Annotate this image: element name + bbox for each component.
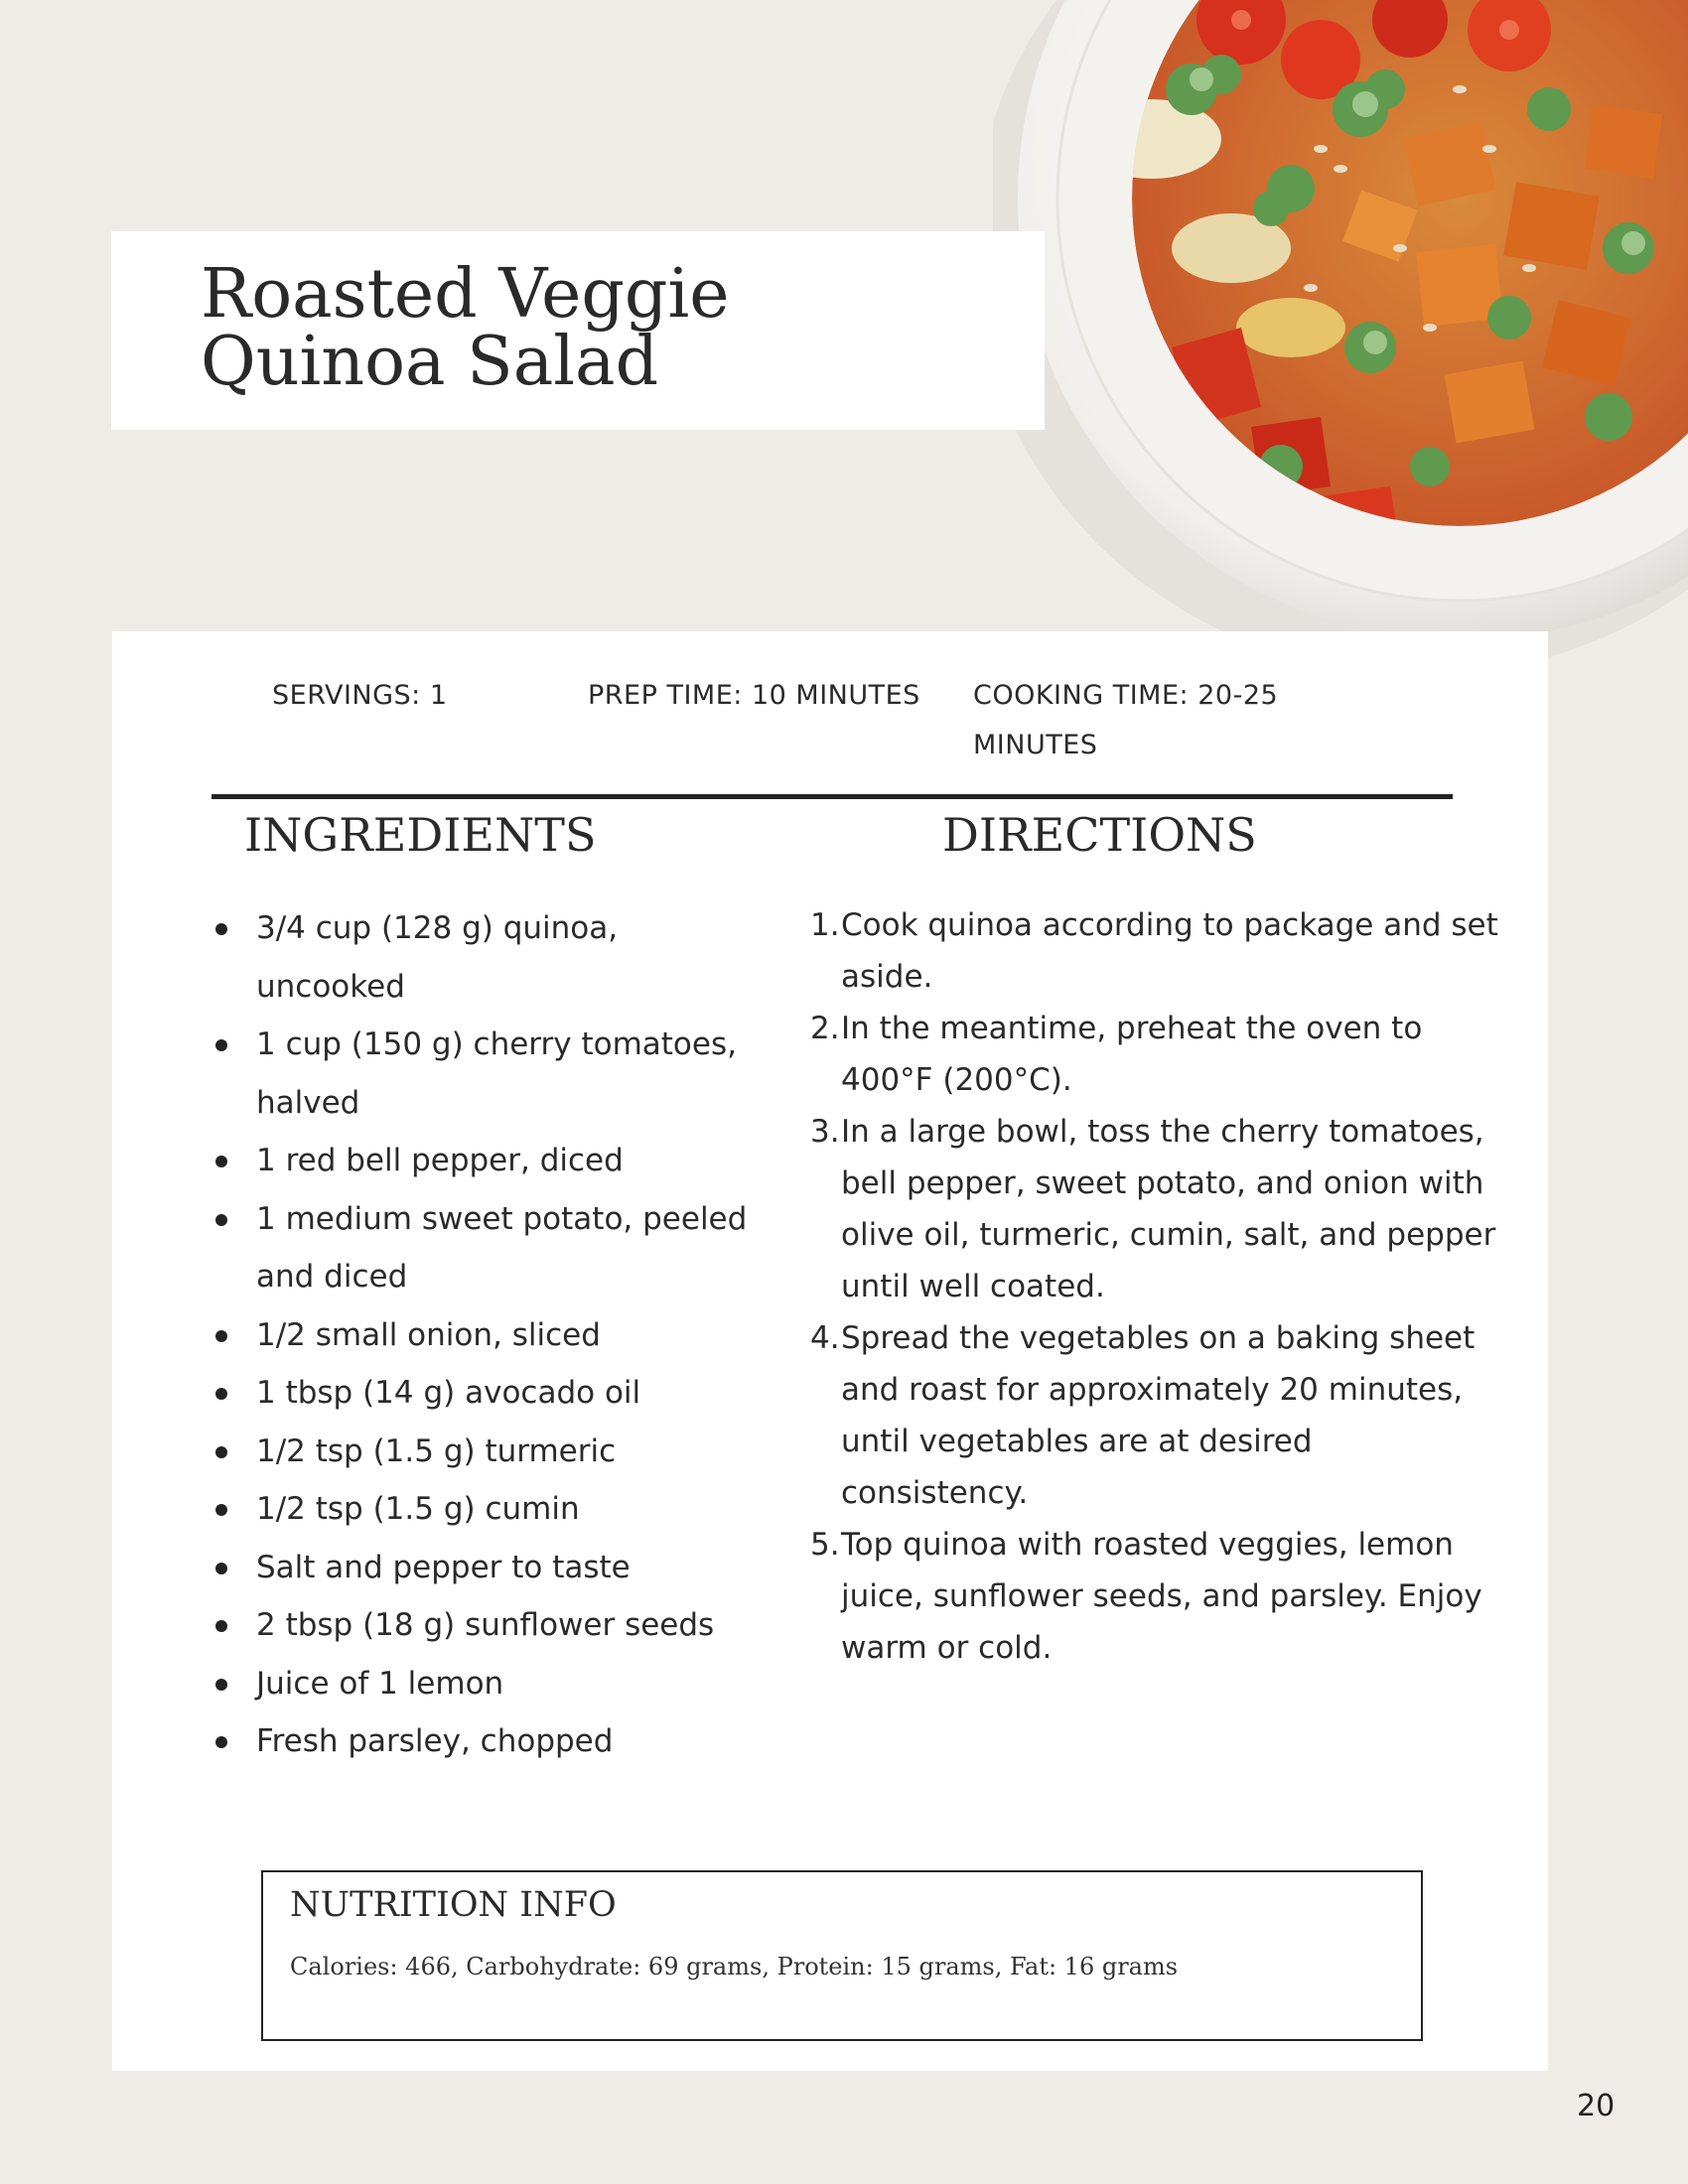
direction-step: [807, 1106, 1502, 1312]
direction-step: [807, 1519, 1502, 1674]
nutrition-box: [261, 1870, 1423, 2041]
ingredient-item: 1/2 tsp (1.5 g) cumin: [211, 1480, 768, 1539]
step-text: In a large bowl, toss the cherry tomatoes, bell pepper, sweet potato, and onion with olive oil, turmeric, cumin, salt, and pepper until well coated.: [841, 1114, 1496, 1304]
title-card: [111, 231, 1045, 430]
ingredient-item: 1 cup (150 g) cherry tomatoes, halved: [211, 1016, 768, 1132]
salad-bowl-photo: [993, 0, 1688, 665]
step-number: 3.: [810, 1114, 840, 1150]
nutrition-heading: NUTRITION INFO: [290, 1885, 617, 1925]
ingredients-heading: INGREDIENTS: [244, 808, 597, 862]
ingredient-item: Fresh parsley, chopped: [211, 1712, 768, 1771]
ingredient-item: 2 tbsp (18 g) sunflower seeds: [211, 1596, 768, 1655]
recipe-title: Roasted Veggie Quinoa Salad: [201, 255, 730, 401]
cooking-time-label: COOKING TIME: 20-25 MINUTES: [973, 680, 1279, 760]
ingredient-item: Juice of 1 lemon: [211, 1655, 768, 1713]
step-text: Cook quinoa according to package and set aside.: [841, 907, 1498, 995]
ingredient-item: 1/2 small onion, sliced: [211, 1306, 768, 1365]
nutrition-text: Calories: 466, Carbohydrate: 69 grams, Protein: 15 grams, Fat: 16 grams: [290, 1953, 1179, 1980]
direction-step: [807, 1312, 1502, 1519]
ingredient-item: 1/2 tsp (1.5 g) turmeric: [211, 1423, 768, 1481]
ingredient-item: 1 medium sweet potato, peeled and diced: [211, 1190, 768, 1306]
step-number: 2.: [810, 1011, 840, 1046]
servings-label: SERVINGS: 1: [272, 680, 448, 711]
ingredient-item: 3/4 cup (128 g) quinoa, uncooked: [211, 899, 768, 1016]
ingredient-item: 1 tbsp (14 g) avocado oil: [211, 1364, 768, 1423]
directions-heading: DIRECTIONS: [942, 808, 1257, 862]
step-text: In the meantime, preheat the oven to 400°F (200°C).: [841, 1011, 1423, 1098]
step-number: 1.: [810, 907, 840, 943]
page-number: 20: [1577, 2089, 1616, 2123]
direction-step: [807, 899, 1502, 1003]
ingredients-list: [211, 899, 768, 1771]
direction-step: [807, 1003, 1502, 1106]
recipe-card: [112, 631, 1548, 2071]
step-number: 5.: [810, 1527, 840, 1563]
ingredient-item: 1 red bell pepper, diced: [211, 1132, 768, 1190]
step-number: 4.: [810, 1320, 840, 1356]
prep-time-label: PREP TIME: 10 MINUTES: [588, 680, 920, 711]
step-text: Top quinoa with roasted veggies, lemon juice, sunflower seeds, and parsley. Enjoy warm or cold.: [841, 1527, 1482, 1666]
directions-list: [807, 899, 1502, 1674]
ingredient-item: Salt and pepper to taste: [211, 1539, 768, 1597]
step-text: Spread the vegetables on a baking sheet and roast for approximately 20 minutes, until vegetables are at desired consistency.: [841, 1320, 1476, 1511]
divider: [211, 794, 1453, 799]
